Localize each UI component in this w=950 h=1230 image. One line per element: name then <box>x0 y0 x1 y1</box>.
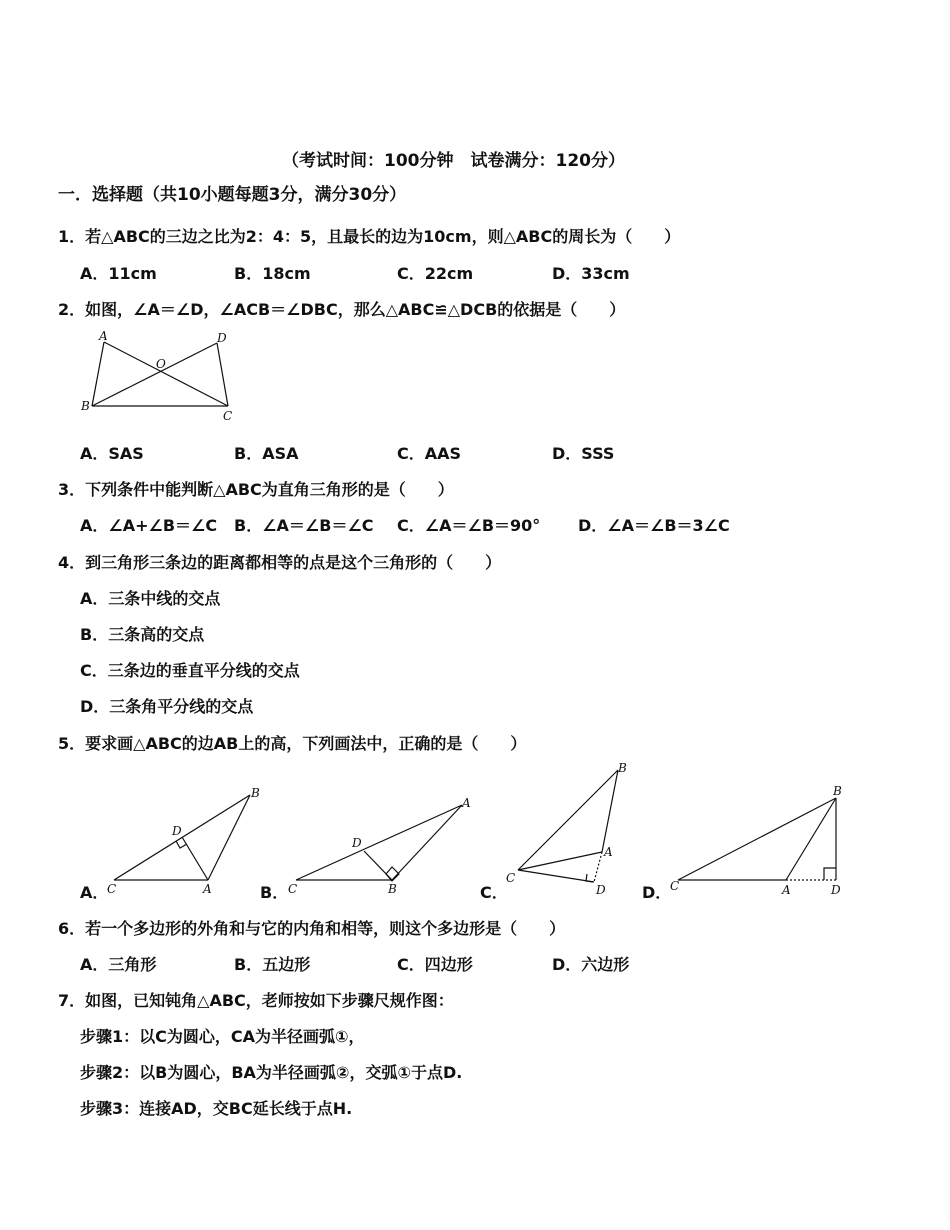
q6-option-a[interactable]: A．三角形 <box>80 955 157 974</box>
q5-figure-a <box>100 775 270 900</box>
q1-option-a[interactable]: A．11cm <box>80 264 157 283</box>
q5-option-a[interactable]: A． <box>80 883 109 902</box>
q5b-label-a: A <box>462 796 471 810</box>
q5a-label-a: A <box>203 882 212 896</box>
q2-label-d: D <box>217 331 227 345</box>
q3-option-a[interactable]: A．∠A+∠B＝∠C <box>80 516 218 535</box>
q5c-label-c: C <box>506 871 516 885</box>
q2-option-c[interactable]: C．AAS <box>397 444 462 463</box>
question-3-stem: 3．下列条件中能判断△ABC为直角三角形的是（ ） <box>58 480 454 499</box>
question-6-stem: 6．若一个多边形的外角和与它的内角和相等，则这个多边形是（ ） <box>58 919 566 938</box>
question-7-stem: 7．如图，已知钝角△ABC，老师按如下步骤尺规作图： <box>58 991 454 1010</box>
q1-option-b[interactable]: B．18cm <box>234 264 311 283</box>
q1-option-c[interactable]: C．22cm <box>397 264 474 283</box>
q5a-label-c: C <box>107 882 117 896</box>
q5-figure-d <box>664 778 854 903</box>
q2-label-a: A <box>99 330 108 343</box>
q5-figure-b <box>282 775 472 900</box>
q7-step-1: 步骤1：以C为圆心，CA为半径画弧①， <box>80 1027 365 1046</box>
q5-figure-c <box>500 760 640 900</box>
q2-label-c: C <box>223 409 233 423</box>
q5b-label-c: C <box>288 882 298 896</box>
q4-option-b[interactable]: B．三条高的交点 <box>80 625 205 644</box>
q2-label-o: O <box>156 357 166 371</box>
q5d-label-b: B <box>833 784 842 798</box>
q5-option-b[interactable]: B． <box>260 883 289 902</box>
q3-option-b[interactable]: B．∠A＝∠B＝∠C <box>234 516 374 535</box>
q5b-label-b: B <box>388 882 397 896</box>
q5d-label-a: A <box>782 883 791 897</box>
q5c-label-d: D <box>596 883 606 897</box>
q5d-label-d: D <box>831 883 841 897</box>
question-1-stem: 1．若△ABC的三边之比为2：4：5，且最长的边为10cm，则△ABC的周长为（ ） <box>58 227 681 246</box>
q5b-label-d: D <box>352 836 362 850</box>
q5a-label-b: B <box>251 786 260 800</box>
q2-option-d[interactable]: D．SSS <box>552 444 615 463</box>
q2-label-b: B <box>81 399 90 413</box>
q3-option-d[interactable]: D．∠A＝∠B＝3∠C <box>578 516 730 535</box>
q4-option-c[interactable]: C．三条边的垂直平分线的交点 <box>80 661 300 680</box>
q5c-label-b: B <box>618 761 627 775</box>
q2-figure <box>75 330 245 425</box>
exam-info: （考试时间：100分钟 试卷满分：120分） <box>282 151 625 171</box>
section-title: 一．选择题（共10小题每题3分，满分30分） <box>58 185 407 205</box>
q5-option-d[interactable]: D． <box>642 883 672 902</box>
q4-option-d[interactable]: D．三条角平分线的交点 <box>80 697 254 716</box>
question-5-stem: 5．要求画△ABC的边AB上的高，下列画法中，正确的是（ ） <box>58 734 527 753</box>
q5a-label-d: D <box>172 824 182 838</box>
q5d-label-c: C <box>670 879 680 893</box>
q4-option-a[interactable]: A．三条中线的交点 <box>80 589 221 608</box>
q3-option-c[interactable]: C．∠A＝∠B＝90° <box>397 516 541 535</box>
q6-option-b[interactable]: B．五边形 <box>234 955 311 974</box>
q5c-label-a: A <box>604 845 613 859</box>
q2-option-a[interactable]: A．SAS <box>80 444 144 463</box>
question-2-stem: 2．如图，∠A＝∠D，∠ACB＝∠DBC，那么△ABC≌△DCB的依据是（ ） <box>58 300 626 319</box>
question-4-stem: 4．到三角形三条边的距离都相等的点是这个三角形的（ ） <box>58 553 502 572</box>
q5-option-c[interactable]: C． <box>480 883 508 902</box>
q7-step-2: 步骤2：以B为圆心，BA为半径画弧②，交弧①于点D. <box>80 1063 463 1082</box>
q6-option-d[interactable]: D．六边形 <box>552 955 630 974</box>
q7-step-3: 步骤3：连接AD，交BC延长线于点H. <box>80 1099 353 1118</box>
q6-option-c[interactable]: C．四边形 <box>397 955 473 974</box>
q2-option-b[interactable]: B．ASA <box>234 444 299 463</box>
q1-option-d[interactable]: D．33cm <box>552 264 630 283</box>
